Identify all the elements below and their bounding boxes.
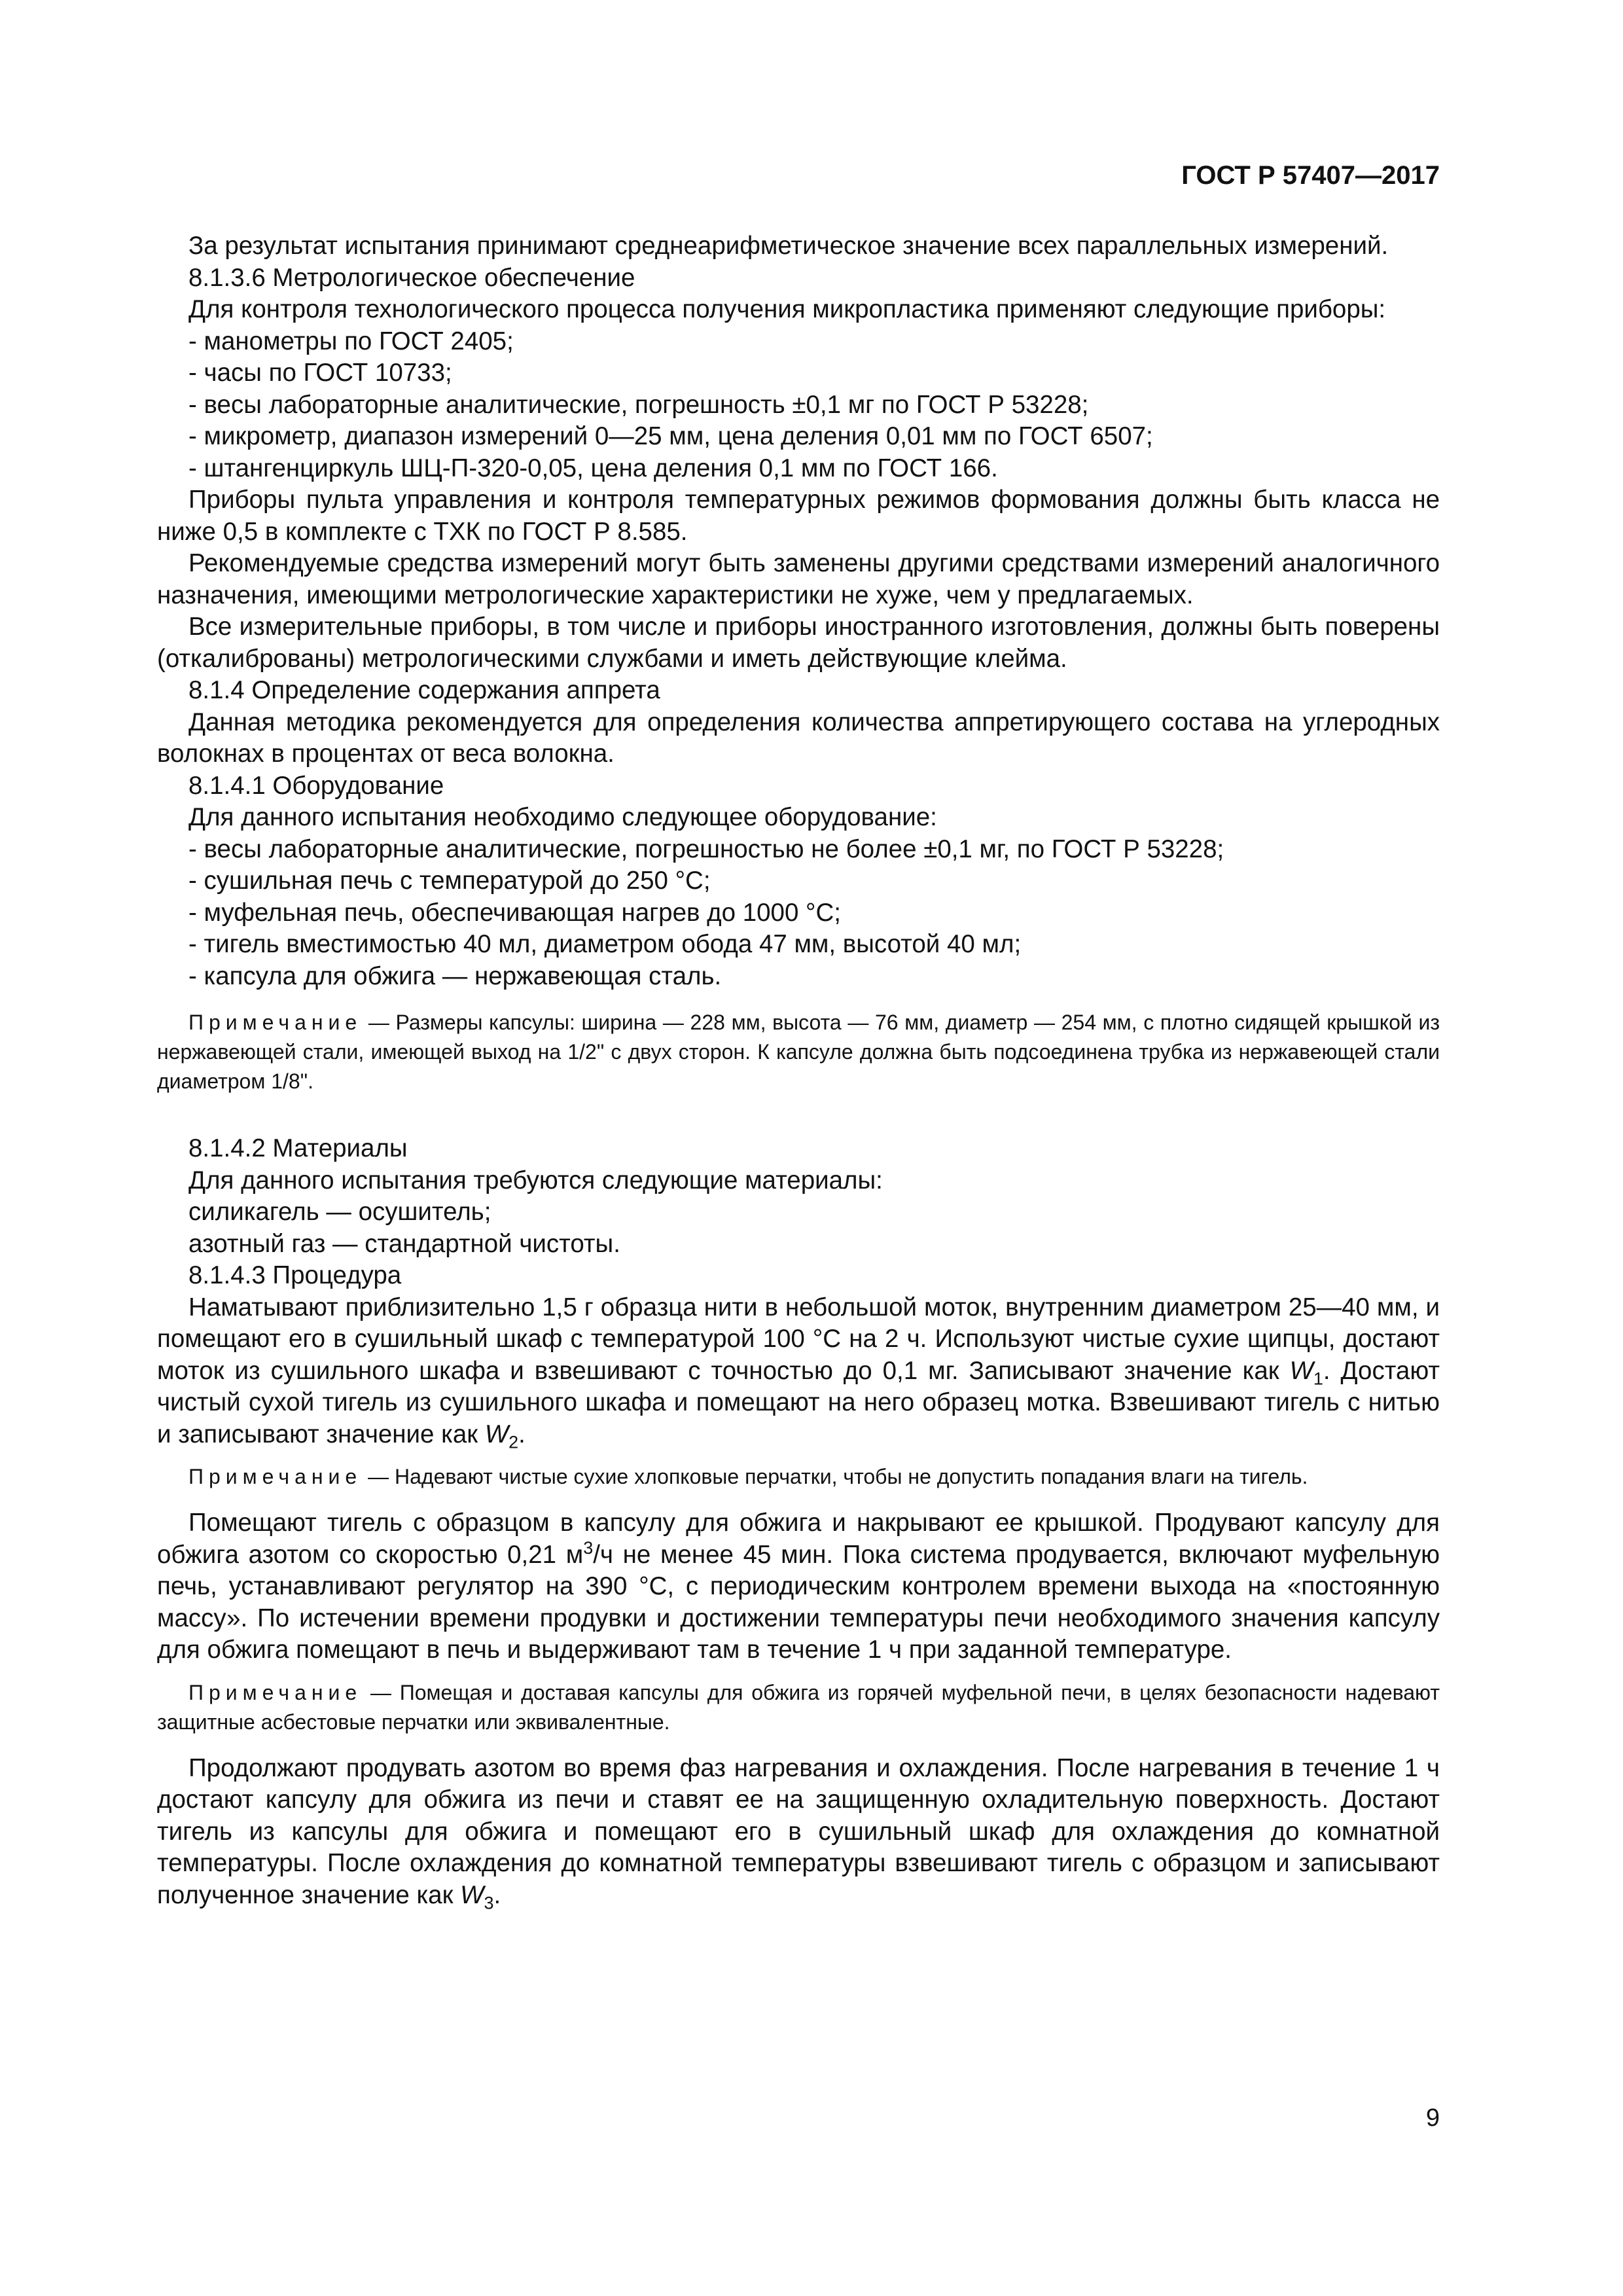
note-label: Примечание <box>188 1465 363 1488</box>
list-item: - муфельная печь, обеспечивающая нагрев до 1000 °С; <box>188 898 841 927</box>
list-item: - микрометр, диапазон измерений 0—25 мм, цена деления 0,01 мм по ГОСТ 6507; <box>188 422 1153 450</box>
paragraph-procedure-cooling: Продолжают продувать азотом во время фаз нагревания и охлаждения. После нагревания в течение 1 ч достают капсулу для обжига из печи и ставят ее на защищенную охладительную поверхность. Достают тигель из капсулы для обжига и помещают его в сушильный шкаф для охлаждения до комнатной температуры. После охлаждения до комнатной температуры взвешивают тигель с образцом и записывают полученное значение как $W_3$. <box>157 1753 1440 1913</box>
paragraph-instruments-intro: Для контроля технологического процесса получения микропластика применяют следующие приборы: <box>188 295 1386 323</box>
subscript: 1 <box>1313 1369 1323 1389</box>
paragraph-recommended-means: Рекомендуемые средства измерений могут быть заменены другими средствами измерений аналогичного назначения, имеющими метрологические характеристики не хуже, чем у предлагаемых. <box>157 549 1440 609</box>
list-item: - штангенциркуль ШЦ-П-320-0,05, цена деления 0,1 мм по ГОСТ 166. <box>188 454 998 482</box>
superscript: 3 <box>583 1537 594 1558</box>
note-text: — Помещая и доставая капсулы для обжига из горячей муфельной печи, в целях безопасности надевают защитные асбестовые перчатки или эквивалентные. <box>157 1680 1440 1734</box>
list-item: силикагель — осушитель; <box>188 1198 491 1226</box>
note-gloves <box>157 1462 1440 1492</box>
list-item: азотный газ — стандартной чистоты. <box>188 1229 620 1258</box>
subscript: 2 <box>508 1432 519 1452</box>
variable-w: W <box>1289 1356 1313 1385</box>
variable-w: W <box>460 1880 484 1909</box>
document-body <box>157 230 1440 1911</box>
list-item: - капсула для обжига — нержавеющая сталь. <box>188 961 722 990</box>
paragraph-procedure-purge: Помещают тигель с образцом в капсулу для обжига и накрывают ее крышкой. Продувают капсулу для обжига азотом со скоростью 0,21 $м^3/ч$ не менее 45 мин. Пока система продувается, включают муфельную печь, устанавливают регулятор на 390 °С, с периодическим контролем времени выхода на «постоянную массу». По истечении времени продувки и достижении температуры печи необходимого значения капсулу для обжига помещают в печь и выдерживают там в течение 1 ч при заданной температуре. <box>157 1509 1440 1664</box>
paragraph-verification: Все измерительные приборы, в том числе и приборы иностранного изготовления, должны быть поверены (откалиброваны) метрологическими службами и иметь действующие клейма. <box>157 613 1440 673</box>
paragraph-control-panel: Приборы пульта управления и контроля температурных режимов формования должны быть класса не ниже 0,5 в комплекте с ТХК по ГОСТ Р 8.585. <box>157 486 1440 546</box>
section-heading-8-1-3-6: 8.1.3.6 Метрологическое обеспечение <box>188 263 635 292</box>
list-item: - манометры по ГОСТ 2405; <box>188 327 514 355</box>
paragraph-materials-intro: Для данного испытания требуются следующие материалы: <box>188 1166 883 1194</box>
list-item: - весы лабораторные аналитические, погрешность ±0,1 мг по ГОСТ Р 53228; <box>188 390 1089 419</box>
page-number: 9 <box>1425 2104 1440 2132</box>
note-label: Примечание <box>188 1011 363 1034</box>
variable-w: W <box>484 1420 509 1448</box>
section-heading-8-1-4-1: 8.1.4.1 Оборудование <box>188 771 444 800</box>
note-text: — Надевают чистые сухие хлопковые перчатки, чтобы не допустить попадания влаги на тигель. <box>362 1465 1308 1488</box>
list-item: - часы по ГОСТ 10733; <box>188 359 452 387</box>
note-safety <box>157 1678 1440 1737</box>
section-heading-8-1-4-2: 8.1.4.2 Материалы <box>188 1134 408 1162</box>
note-capsule-dimensions <box>157 1008 1440 1096</box>
list-item: - весы лабораторные аналитические, погрешностью не более ±0,1 мг, по ГОСТ Р 53228; <box>188 834 1224 863</box>
document-header: ГОСТ Р 57407—2017 <box>1181 161 1440 190</box>
list-item: - сушильная печь с температурой до 250 °С; <box>188 867 711 895</box>
note-text: — Размеры капсулы: ширина — 228 мм, высота — 76 мм, диаметр — 254 мм, с плотно сидящей крышкой из нержавеющей стали, имеющей выход на 1/2" с двух сторон. К капсуле должна быть подсоединена трубка из нержавеющей стали диаметром 1/8". <box>157 1011 1440 1093</box>
note-label: Примечание <box>188 1680 363 1704</box>
section-heading-8-1-4-3: 8.1.4.3 Процедура <box>188 1261 402 1289</box>
paragraph-result: За результат испытания принимают среднеарифметическое значение всех параллельных измерений. <box>188 232 1389 260</box>
subscript: 3 <box>484 1893 494 1913</box>
paragraph-method-purpose: Данная методика рекомендуется для определения количества аппретирующего состава на углеродных волокнах в процентах от веса волокна. <box>157 708 1440 768</box>
section-heading-8-1-4: 8.1.4 Определение содержания аппрета <box>188 676 660 704</box>
paragraph-procedure-weighing: Наматывают приблизительно 1,5 г образца нити в небольшой моток, внутренним диаметром 25—40 мм, и помещают его в сушильный шкаф с температурой 100 °С на 2 ч. Используют чистые сухие щипцы, достают моток из сушильного шкафа и взвешивают с точностью до 0,1 мг. Записывают значение как $W_1$. Достают чистый сухой тигель из сушильного шкафа и помещают на него образец мотка. Взвешивают тигель с нитью и записывают значение как $W_2$. <box>157 1293 1440 1452</box>
list-item: - тигель вместимостью 40 мл, диаметром обода 47 мм, высотой 40 мл; <box>188 930 1022 958</box>
paragraph-equipment-intro: Для данного испытания необходимо следующее оборудование: <box>188 803 937 831</box>
